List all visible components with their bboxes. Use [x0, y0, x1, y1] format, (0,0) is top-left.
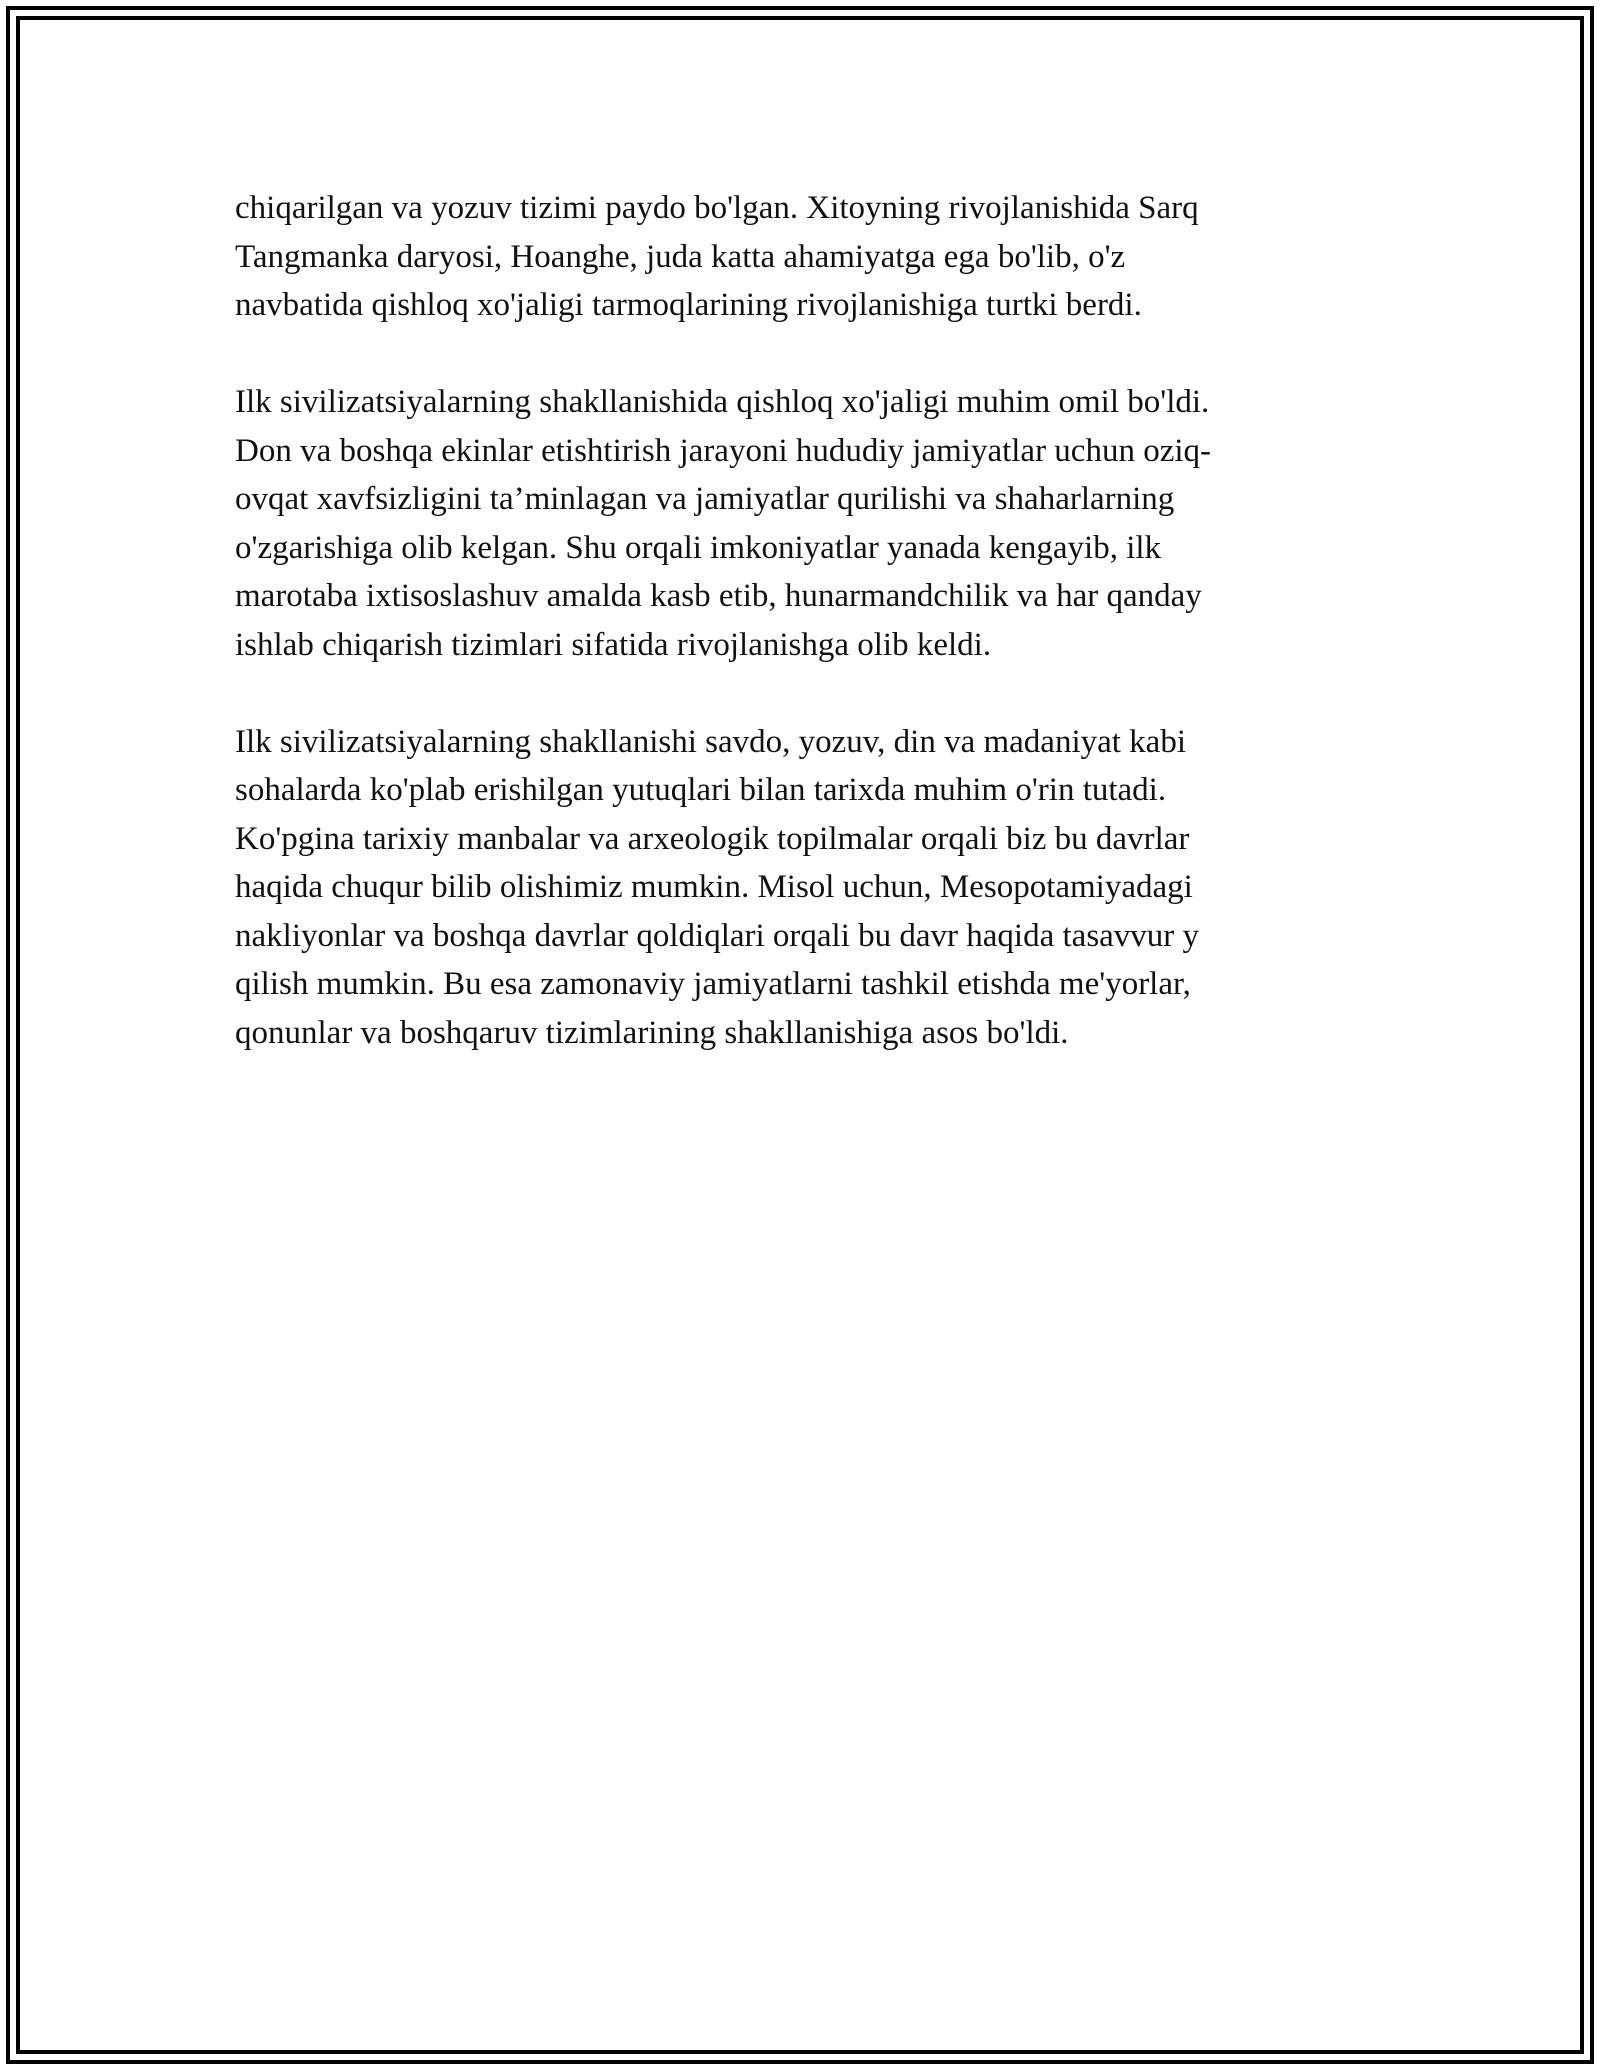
text-line: Don va boshqa ekinlar etishtirish jarayoni hududiy jamiyatlar uchun oziq-: [235, 432, 1212, 469]
paragraph-1: [235, 184, 1375, 330]
text-line: sohalarda ko'plab erishilgan yutuqlari bilan tarixda muhim o'rin tutadi.: [235, 772, 1167, 808]
text-line: chiqarilgan va yozuv tizimi paydo bo'lgan. Xitoyning rivojlanishida Sarq: [235, 190, 1199, 226]
text-line: Ilk sivilizatsiyalarning shakllanishida qishloq xo'jaligi muhim omil bo'ldi.: [235, 384, 1210, 420]
text-line: ovqat xavfsizligini ta’minlagan va jamiyatlar qurilishi va shaharlarning: [235, 481, 1175, 517]
paragraph-3: [235, 718, 1375, 1058]
text-line: ishlab chiqarish tizimlari sifatida rivojlanishga olib keldi.: [235, 626, 992, 663]
document-body: [235, 184, 1375, 1057]
text-line: qonunlar va boshqaruv tizimlarining shakllanishiga asos bo'ldi.: [235, 1014, 1069, 1051]
text-line: Ko'pgina tarixiy manbalar va arxeologik topilmalar orqali biz bu davrlar: [235, 820, 1190, 857]
text-line: qilish mumkin. Bu esa zamonaviy jamiyatlarni tashkil etishda me'yorlar,: [235, 966, 1191, 1002]
text-line: Tangmanka daryosi, Hoanghe, juda katta ahamiyatga ega bo'lib, o'z: [235, 238, 1126, 275]
paragraph-2: [235, 378, 1375, 669]
text-line: nakliyonlar va boshqa davrlar qoldiqlari orqali bu davr haqida tasavvur y: [235, 917, 1200, 954]
text-line: Ilk sivilizatsiyalarning shakllanishi savdo, yozuv, din va madaniyat kabi: [235, 723, 1186, 760]
text-line: marotaba ixtisoslashuv amalda kasb etib, hunarmandchilik va har qanday: [235, 578, 1202, 614]
text-line: navbatida qishloq xo'jaligi tarmoqlarining rivojlanishiga turtki berdi.: [235, 287, 1142, 323]
text-line: haqida chuqur bilib olishimiz mumkin. Misol uchun, Mesopotamiyadagi: [235, 869, 1193, 905]
text-line: o'zgarishiga olib kelgan. Shu orqali imkoniyatlar yanada kengayib, ilk: [235, 529, 1162, 566]
